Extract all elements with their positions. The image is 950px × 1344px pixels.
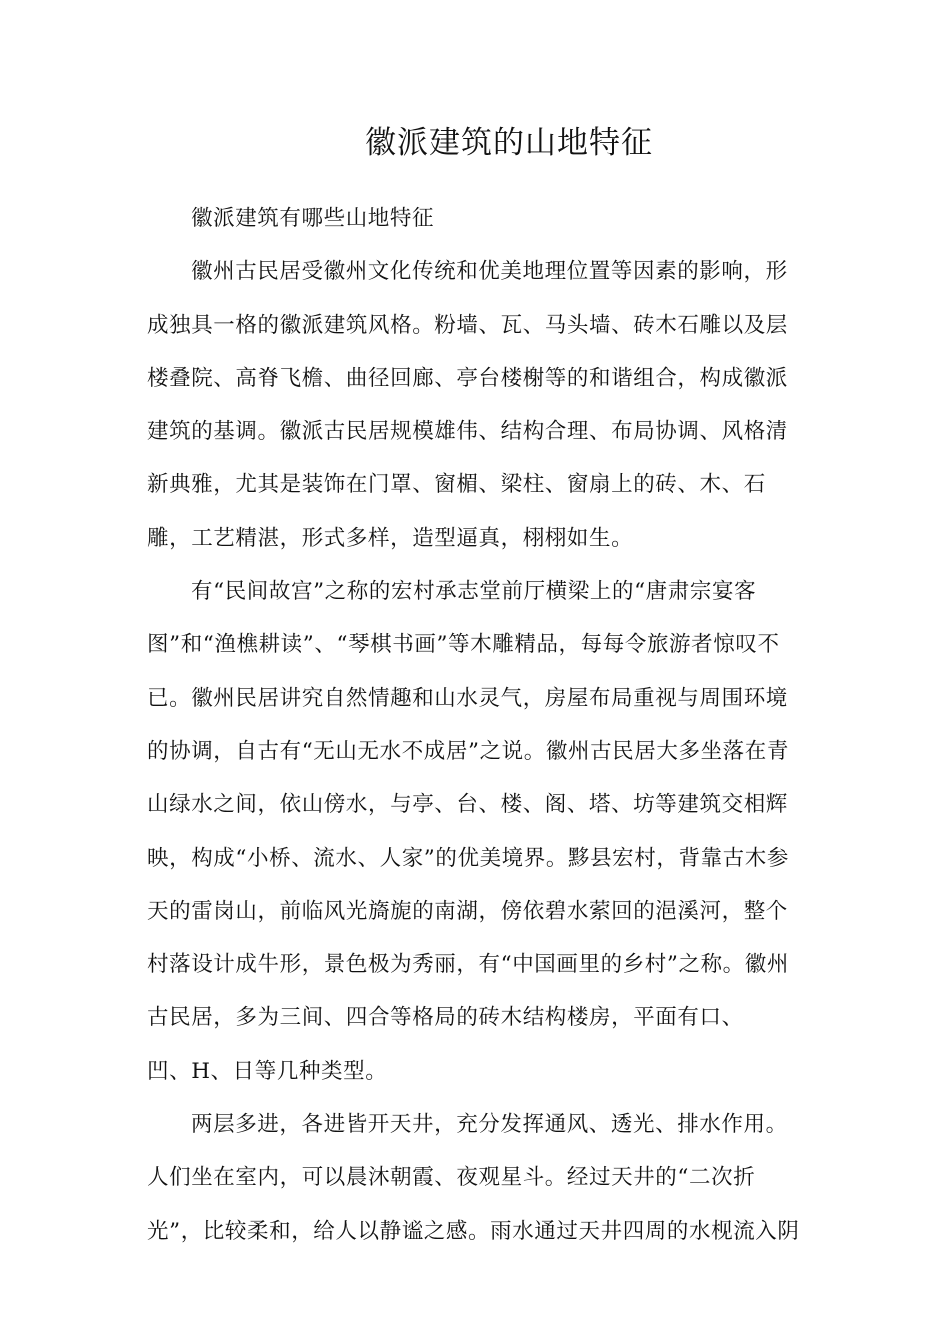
paragraph-line: 徽派建筑有哪些山地特征: [191, 206, 435, 231]
paragraph-line: 凹、H、日等几种类型。: [147, 1058, 388, 1084]
paragraph-line: 图”和“渔樵耕读”、“琴棋书画”等木雕精品，每每令旅游者惊叹不: [147, 632, 780, 658]
paragraph-line: 楼叠院、高脊飞檐、曲径回廊、亭台楼榭等的和谐组合，构成徽派: [147, 365, 788, 391]
paragraph-line: 已。徽州民居讲究自然情趣和山水灵气，房屋布局重视与周围环境: [147, 685, 788, 711]
paragraph-line: 两层多进，各进皆开天井，充分发挥通风、透光、排水作用。: [191, 1112, 788, 1138]
paragraph-line: 天的雷岗山，前临风光旖旎的南湖，傍依碧水萦回的浥溪河，整个: [147, 898, 788, 924]
paragraph-line: 映，构成“小桥、流水、人家”的优美境界。黟县宏村，背靠古木参: [147, 845, 789, 871]
paragraph-line: 徽州古民居受徽州文化传统和优美地理位置等因素的影响，形: [191, 259, 788, 285]
paragraph-line: 山绿水之间，依山傍水，与亭、台、楼、阁、塔、坊等建筑交相辉: [147, 792, 788, 818]
paragraph-line: 古民居，多为三间、四合等格局的砖木结构楼房，平面有口、: [147, 1005, 744, 1031]
paragraph-line: 人们坐在室内，可以晨沐朝霞、夜观星斗。经过天井的“二次折: [147, 1165, 756, 1191]
paragraph-line: 新典雅，尤其是装饰在门罩、窗楣、梁柱、窗扇上的砖、木、石: [147, 472, 766, 498]
document-body: [147, 192, 807, 1258]
document-title: 徽派建筑的山地特征: [365, 125, 653, 161]
paragraph-line: 的协调，自古有“无山无水不成居”之说。徽州古民居大多坐落在青: [147, 738, 789, 764]
paragraph-line: 雕，工艺精湛，形式多样，造型逼真，栩栩如生。: [147, 525, 634, 551]
paragraph-line: 光”，比较柔和，给人以静谧之感。雨水通过天井四周的水枧流入阴: [147, 1218, 800, 1244]
paragraph-line: 有“民间故宫”之称的宏村承志堂前厅横梁上的“唐肃宗宴客: [191, 579, 757, 605]
paragraph-line: 村落设计成牛形，景色极为秀丽，有“中国画里的乡村”之称。徽州: [147, 952, 789, 978]
paragraph-line: 建筑的基调。徽派古民居规模雄伟、结构合理、布局协调、风格清: [147, 419, 788, 445]
paragraph-line: 成独具一格的徽派建筑风格。粉墙、瓦、马头墙、砖木石雕以及层: [147, 312, 788, 338]
